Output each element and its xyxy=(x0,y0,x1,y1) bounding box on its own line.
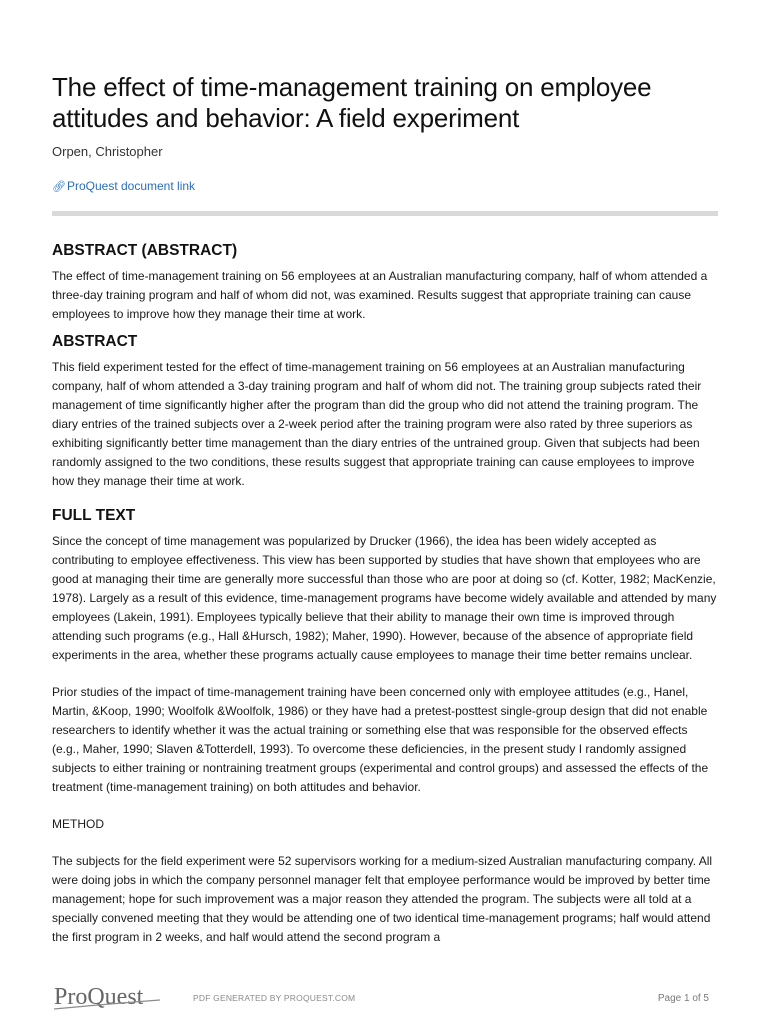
header-divider xyxy=(52,211,718,216)
abstract-text: This field experiment tested for the effect of time-management training on 56 employees at an Australian manufacturing company, half of whom attended a 3-day training program and half of whom did not. The training group subjects rated their management of time significantly higher after the program than did the group who did not attend the training program. The diary entries of the trained subjects over a 2-week period after the training program were also rated by three superiors as exhibiting significantly better time management than the diary entries of the untrained group. Given that subjects had been randomly assigned to the two conditions, these results suggest that appropriate training can cause employees to improve how they manage their time at work. xyxy=(52,360,702,488)
full-text-heading: FULL TEXT xyxy=(52,507,136,524)
abstract-abstract-heading: ABSTRACT (ABSTRACT) xyxy=(52,242,238,259)
method-paragraph-1: The subjects for the field experiment were 52 supervisors working for a medium-sized Australian manufacturing company. All were doing jobs in which the company personnel manager felt that employee performance would be improved by better time management; hope for such improvement was a major reason they attended the program. The subjects were all told at a specially convened meeting that they would be attending one of two identical time-management programs; half would attend the first program in 2 weeks, and half would attend the second program a xyxy=(52,854,713,944)
full-text-paragraph-2: Prior studies of the impact of time-management training have been concerned only with employee attitudes (e.g., Hanel, Martin, &Koop, 1990; Woolfolk &Woolfolk, 1986) or they have had a pretest-posttest single-group design that did not enable researchers to identify whether it was the actual training or something else that was responsible for the observed effects (e.g., Maher, 1990; Slaven &Totterdell, 1993). To overcome these deficiencies, in the present study I randomly assigned subjects to either training or nontraining treatment groups (experimental and control groups) and assessed the effects of the treatment (time-management training) on both attitudes and behavior. xyxy=(52,685,709,794)
generated-by-label: PDF GENERATED BY PROQUEST.COM xyxy=(193,993,356,1003)
page-number: Page 1 of 5 xyxy=(657,993,709,1004)
document-page xyxy=(52,0,718,947)
abstract-heading: ABSTRACT xyxy=(52,333,138,350)
abstract-abstract-text: The effect of time-management training on 56 employees at an Australian manufacturing company, half of whom attended a three-day training program and half of whom did not, was examined. Results suggest that appropriate training can cause employees to improve how they manage their time at work. xyxy=(52,269,708,321)
proquest-logo-text: ProQuest xyxy=(54,984,144,1010)
method-label: METHOD xyxy=(52,817,104,831)
full-text-paragraph-1: Since the concept of time management was popularized by Drucker (1966), the idea has been widely accepted as contributing to employee effectiveness. This view has been supported by studies that have shown that employees who are good at managing their time are generally more successful than those who are poor at doing so (cf. Kotter, 1982; MacKenzie, 1978). Largely as a result of this evidence, time-management programs have become widely available and attended by many employees (Lakein, 1991). Employees typically believe that their ability to manage their own time is improved through attending such programs (e.g., Hall &Hursch, 1982); Maher, 1990). However, because of the absence of appropriate field experiments in the area, whether these programs actually cause employees to manage their time better remains unclear. xyxy=(52,534,717,662)
page-footer xyxy=(0,976,768,1024)
proquest-logo xyxy=(52,980,162,1014)
author-name: Orpen, Christopher xyxy=(52,144,163,159)
proquest-document-link-label: ProQuest document link xyxy=(66,179,196,193)
link-icon: 🔗︎ xyxy=(52,181,66,193)
proquest-document-link[interactable] xyxy=(52,179,195,193)
document-title: The effect of time-management training on employee attitudes and behavior: A field experiment xyxy=(52,72,652,133)
